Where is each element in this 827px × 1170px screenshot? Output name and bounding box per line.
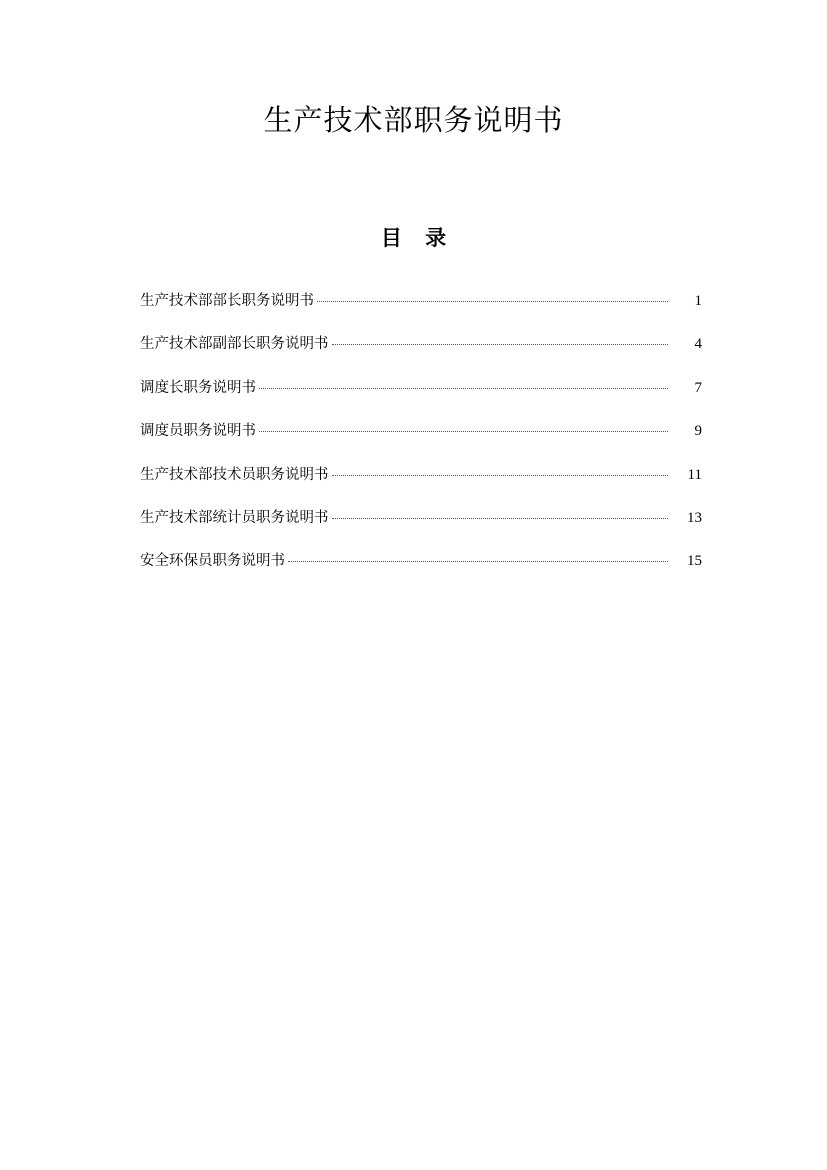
toc-entry-label[interactable]: 生产技术部副部长职务说明书 xyxy=(140,336,329,353)
toc-entry-page[interactable]: 7 xyxy=(694,379,702,396)
document-title: 生产技术部职务说明书 xyxy=(263,103,564,137)
toc-dot-leader xyxy=(288,561,668,562)
toc-dot-leader xyxy=(259,388,668,389)
toc-entry-page[interactable]: 11 xyxy=(687,466,702,483)
toc-entry-label[interactable]: 安全环保员职务说明书 xyxy=(140,553,285,570)
toc-dot-leader xyxy=(317,301,668,302)
toc-entry-label[interactable]: 生产技术部技术员职务说明书 xyxy=(140,466,329,483)
toc-entry-page[interactable]: 9 xyxy=(694,423,702,440)
toc-dot-leader xyxy=(332,475,669,476)
toc-entry[interactable] xyxy=(140,333,702,376)
toc-entry-label[interactable]: 生产技术部统计员职务说明书 xyxy=(140,509,329,526)
toc-entry[interactable] xyxy=(140,420,702,463)
toc-entry[interactable] xyxy=(140,507,702,550)
toc-entry-page[interactable]: 13 xyxy=(687,509,702,526)
toc-dot-leader xyxy=(259,431,668,432)
toc-entry-page[interactable]: 1 xyxy=(694,293,702,309)
toc-entry-page[interactable]: 15 xyxy=(687,553,702,570)
toc-entry[interactable] xyxy=(140,550,702,593)
toc-entry[interactable] xyxy=(140,377,702,420)
toc-entry[interactable] xyxy=(140,464,702,507)
toc-list xyxy=(140,290,702,594)
toc-entry-label[interactable]: 调度长职务说明书 xyxy=(140,379,256,396)
toc-heading: 目 录 xyxy=(380,225,455,250)
toc-dot-leader xyxy=(332,344,669,345)
toc-entry-label[interactable]: 调度员职务说明书 xyxy=(140,423,256,440)
toc-dot-leader xyxy=(332,518,669,519)
toc-entry[interactable] xyxy=(140,290,702,333)
toc-entry-page[interactable]: 4 xyxy=(694,336,702,353)
toc-entry-label[interactable]: 生产技术部部长职务说明书 xyxy=(140,293,314,309)
